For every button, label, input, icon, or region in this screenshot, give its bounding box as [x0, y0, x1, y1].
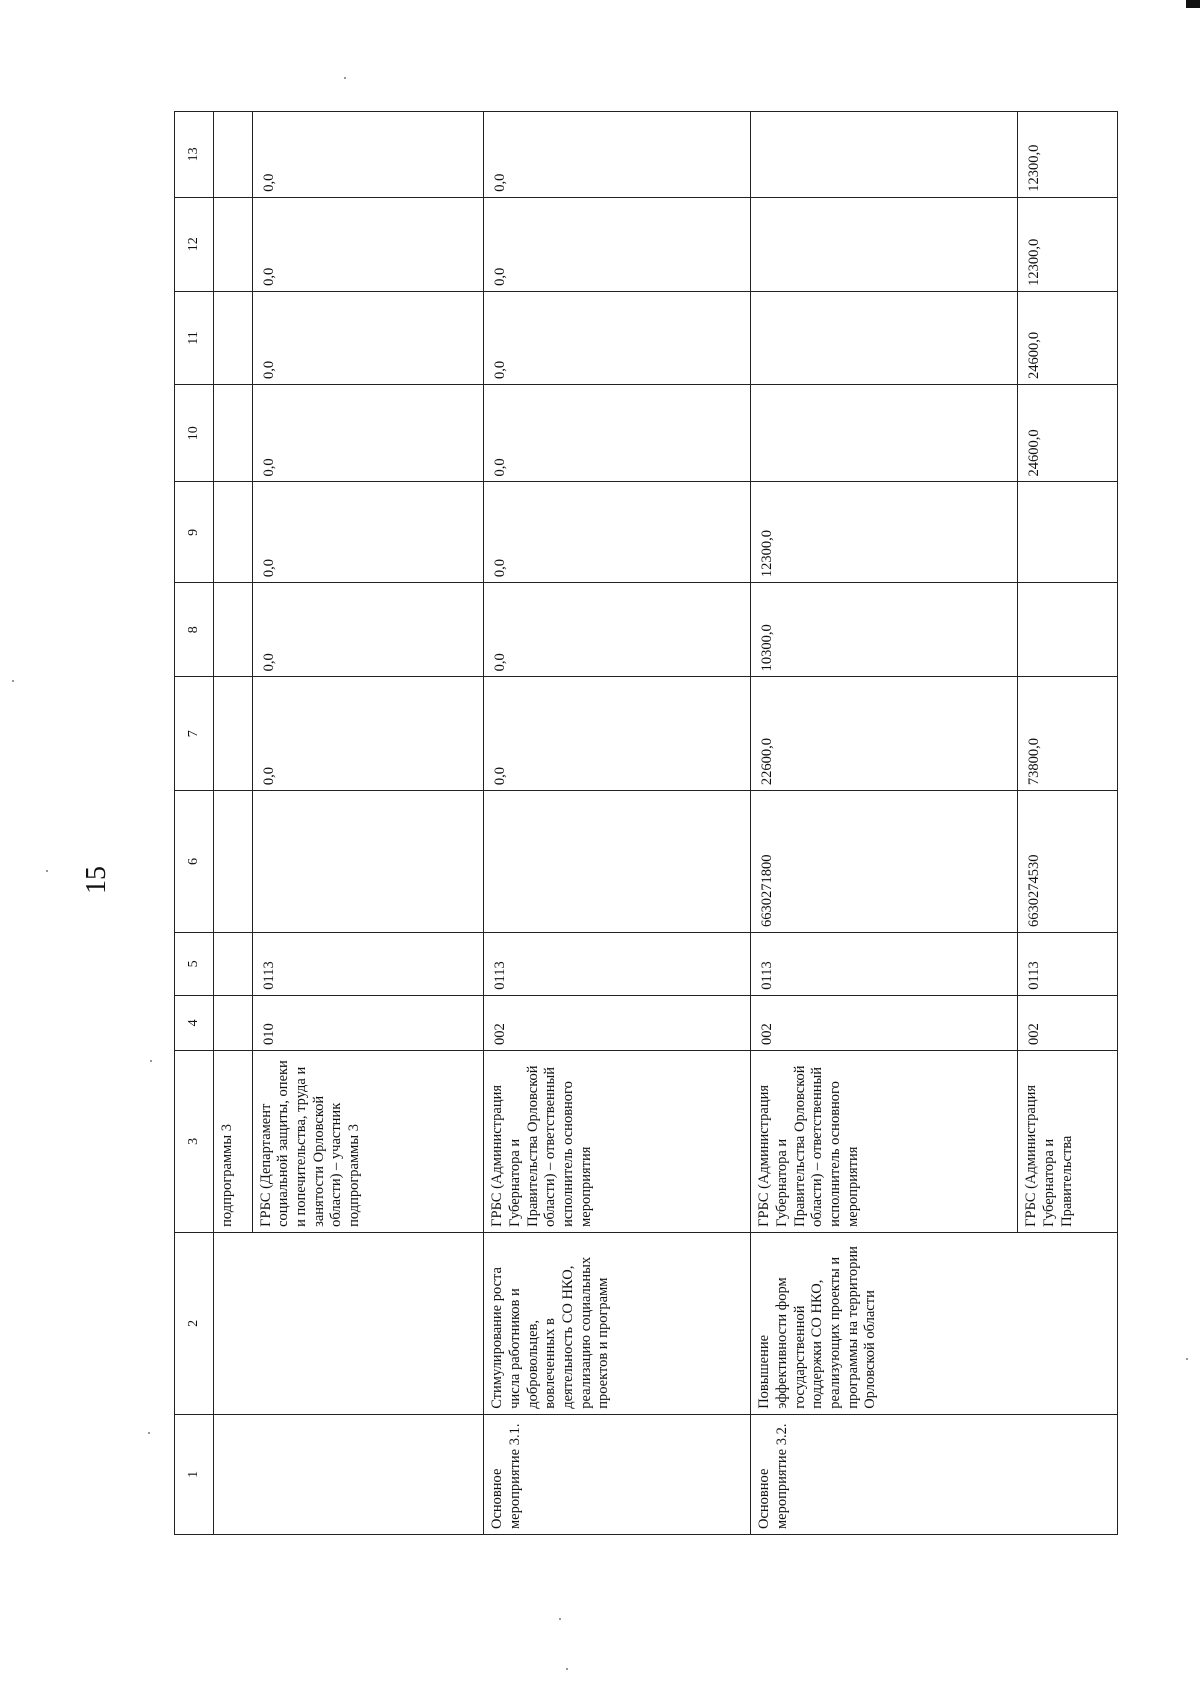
column-number-3: 3 [175, 1050, 214, 1232]
column-number-12: 12 [175, 197, 214, 291]
cell-value-12: 0,0 [484, 197, 751, 291]
cell-executor: ГРБС (Администрация Губернатора и Правительства Орловской области) – ответственный исполнитель основного мероприятия [751, 1050, 1018, 1232]
cell-value-13: 0,0 [252, 112, 484, 198]
cell-activity-number: Основное мероприятие 3.2. [751, 1414, 1118, 1534]
scan-speck [46, 870, 48, 872]
cell-value-8 [1018, 583, 1118, 677]
cell-grbs-code: 002 [484, 995, 751, 1050]
scan-speck [1186, 1358, 1188, 1360]
cell-value-11: 0,0 [252, 291, 484, 384]
cell-value-12 [751, 197, 1018, 291]
column-number-1: 1 [175, 1414, 214, 1534]
cell-activity-name: Стимулирование роста числа работников и добровольцев, вовлеченных в деятельность СО НКО, реализацию социальных проектов и программ [484, 1232, 751, 1414]
cell-value-8: 10300,0 [751, 583, 1018, 677]
cell-value-12: 0,0 [252, 197, 484, 291]
cell-value-11 [751, 291, 1018, 384]
column-number-6: 6 [175, 791, 214, 933]
scan-speck [12, 680, 14, 682]
cell-value-10: 24600,0 [1018, 385, 1118, 482]
scan-speck [148, 1432, 150, 1434]
cell-value-11: 24600,0 [1018, 291, 1118, 384]
cell-value-10 [751, 385, 1018, 482]
cell-empty [214, 1232, 484, 1414]
column-number-10: 10 [175, 385, 214, 482]
column-number-13: 13 [175, 112, 214, 198]
column-number-11: 11 [175, 291, 214, 384]
cell-target-code [484, 791, 751, 933]
cell-value-13: 0,0 [484, 112, 751, 198]
cell-activity-name: Повышение эффективности форм государственной поддержки СО НКО, реализующих проекты и программы на территории Орловской области [751, 1232, 1118, 1414]
cell-value-8: 0,0 [484, 583, 751, 677]
cell-executor: ГРБС (Департамент социальной защиты, опеки и попечительства, труда и занятости Орловской области) – участник подпрограммы 3 [252, 1050, 484, 1232]
cell-section-code: 0113 [252, 932, 484, 995]
cell-value-13: 12300,0 [1018, 112, 1118, 198]
scan-speck [344, 77, 346, 79]
cell-target-code: 6630271800 [751, 791, 1018, 933]
column-number-8: 8 [175, 583, 214, 677]
cell-empty [214, 1414, 484, 1534]
scan-speck [150, 1060, 152, 1062]
table-row [751, 112, 1018, 1535]
column-number-7: 7 [175, 677, 214, 791]
column-number-4: 4 [175, 995, 214, 1050]
cell-activity-number: Основное мероприятие 3.1. [484, 1414, 751, 1534]
cell-section-code: 0113 [1018, 932, 1118, 995]
table-header-row [175, 112, 214, 1535]
cell-executor: ГРБС (Администрация Губернатора и Правительства [1018, 1050, 1118, 1232]
cell-executor-tail: подпрограммы 3 [214, 1050, 253, 1232]
cell-value-13 [751, 112, 1018, 198]
cell-value-9: 0,0 [252, 482, 484, 583]
cell-value-7: 0,0 [484, 677, 751, 791]
budget-table [174, 111, 1118, 1535]
scan-speck [566, 1668, 568, 1670]
cell-target-code: 6630274530 [1018, 791, 1118, 933]
cell-value-10: 0,0 [484, 385, 751, 482]
page-number: 15 [81, 866, 112, 894]
cell-section-code: 0113 [484, 932, 751, 995]
scan-speck [559, 1618, 561, 1620]
cell-grbs-code: 002 [751, 995, 1018, 1050]
cell-target-code [252, 791, 484, 933]
column-number-5: 5 [175, 932, 214, 995]
cell-value-9: 12300,0 [751, 482, 1018, 583]
cell-value-7: 22600,0 [751, 677, 1018, 791]
cell-section-code: 0113 [751, 932, 1018, 995]
column-number-9: 9 [175, 482, 214, 583]
table-row [484, 112, 751, 1535]
cell-executor: ГРБС (Администрация Губернатора и Правительства Орловской области) – ответственный исполнитель основного мероприятия [484, 1050, 751, 1232]
cell-value-12: 12300,0 [1018, 197, 1118, 291]
cell-value-7: 73800,0 [1018, 677, 1118, 791]
cell-value-8: 0,0 [252, 583, 484, 677]
cell-value-11: 0,0 [484, 291, 751, 384]
cell-value-9 [1018, 482, 1118, 583]
budget-table-rotated [174, 111, 1118, 1535]
table-row [214, 112, 253, 1535]
scan-corner-mark [1186, 0, 1200, 8]
cell-grbs-code: 010 [252, 995, 484, 1050]
cell-value-9: 0,0 [484, 482, 751, 583]
cell-value-7: 0,0 [252, 677, 484, 791]
column-number-2: 2 [175, 1232, 214, 1414]
cell-value-10: 0,0 [252, 385, 484, 482]
cell-grbs-code: 002 [1018, 995, 1118, 1050]
